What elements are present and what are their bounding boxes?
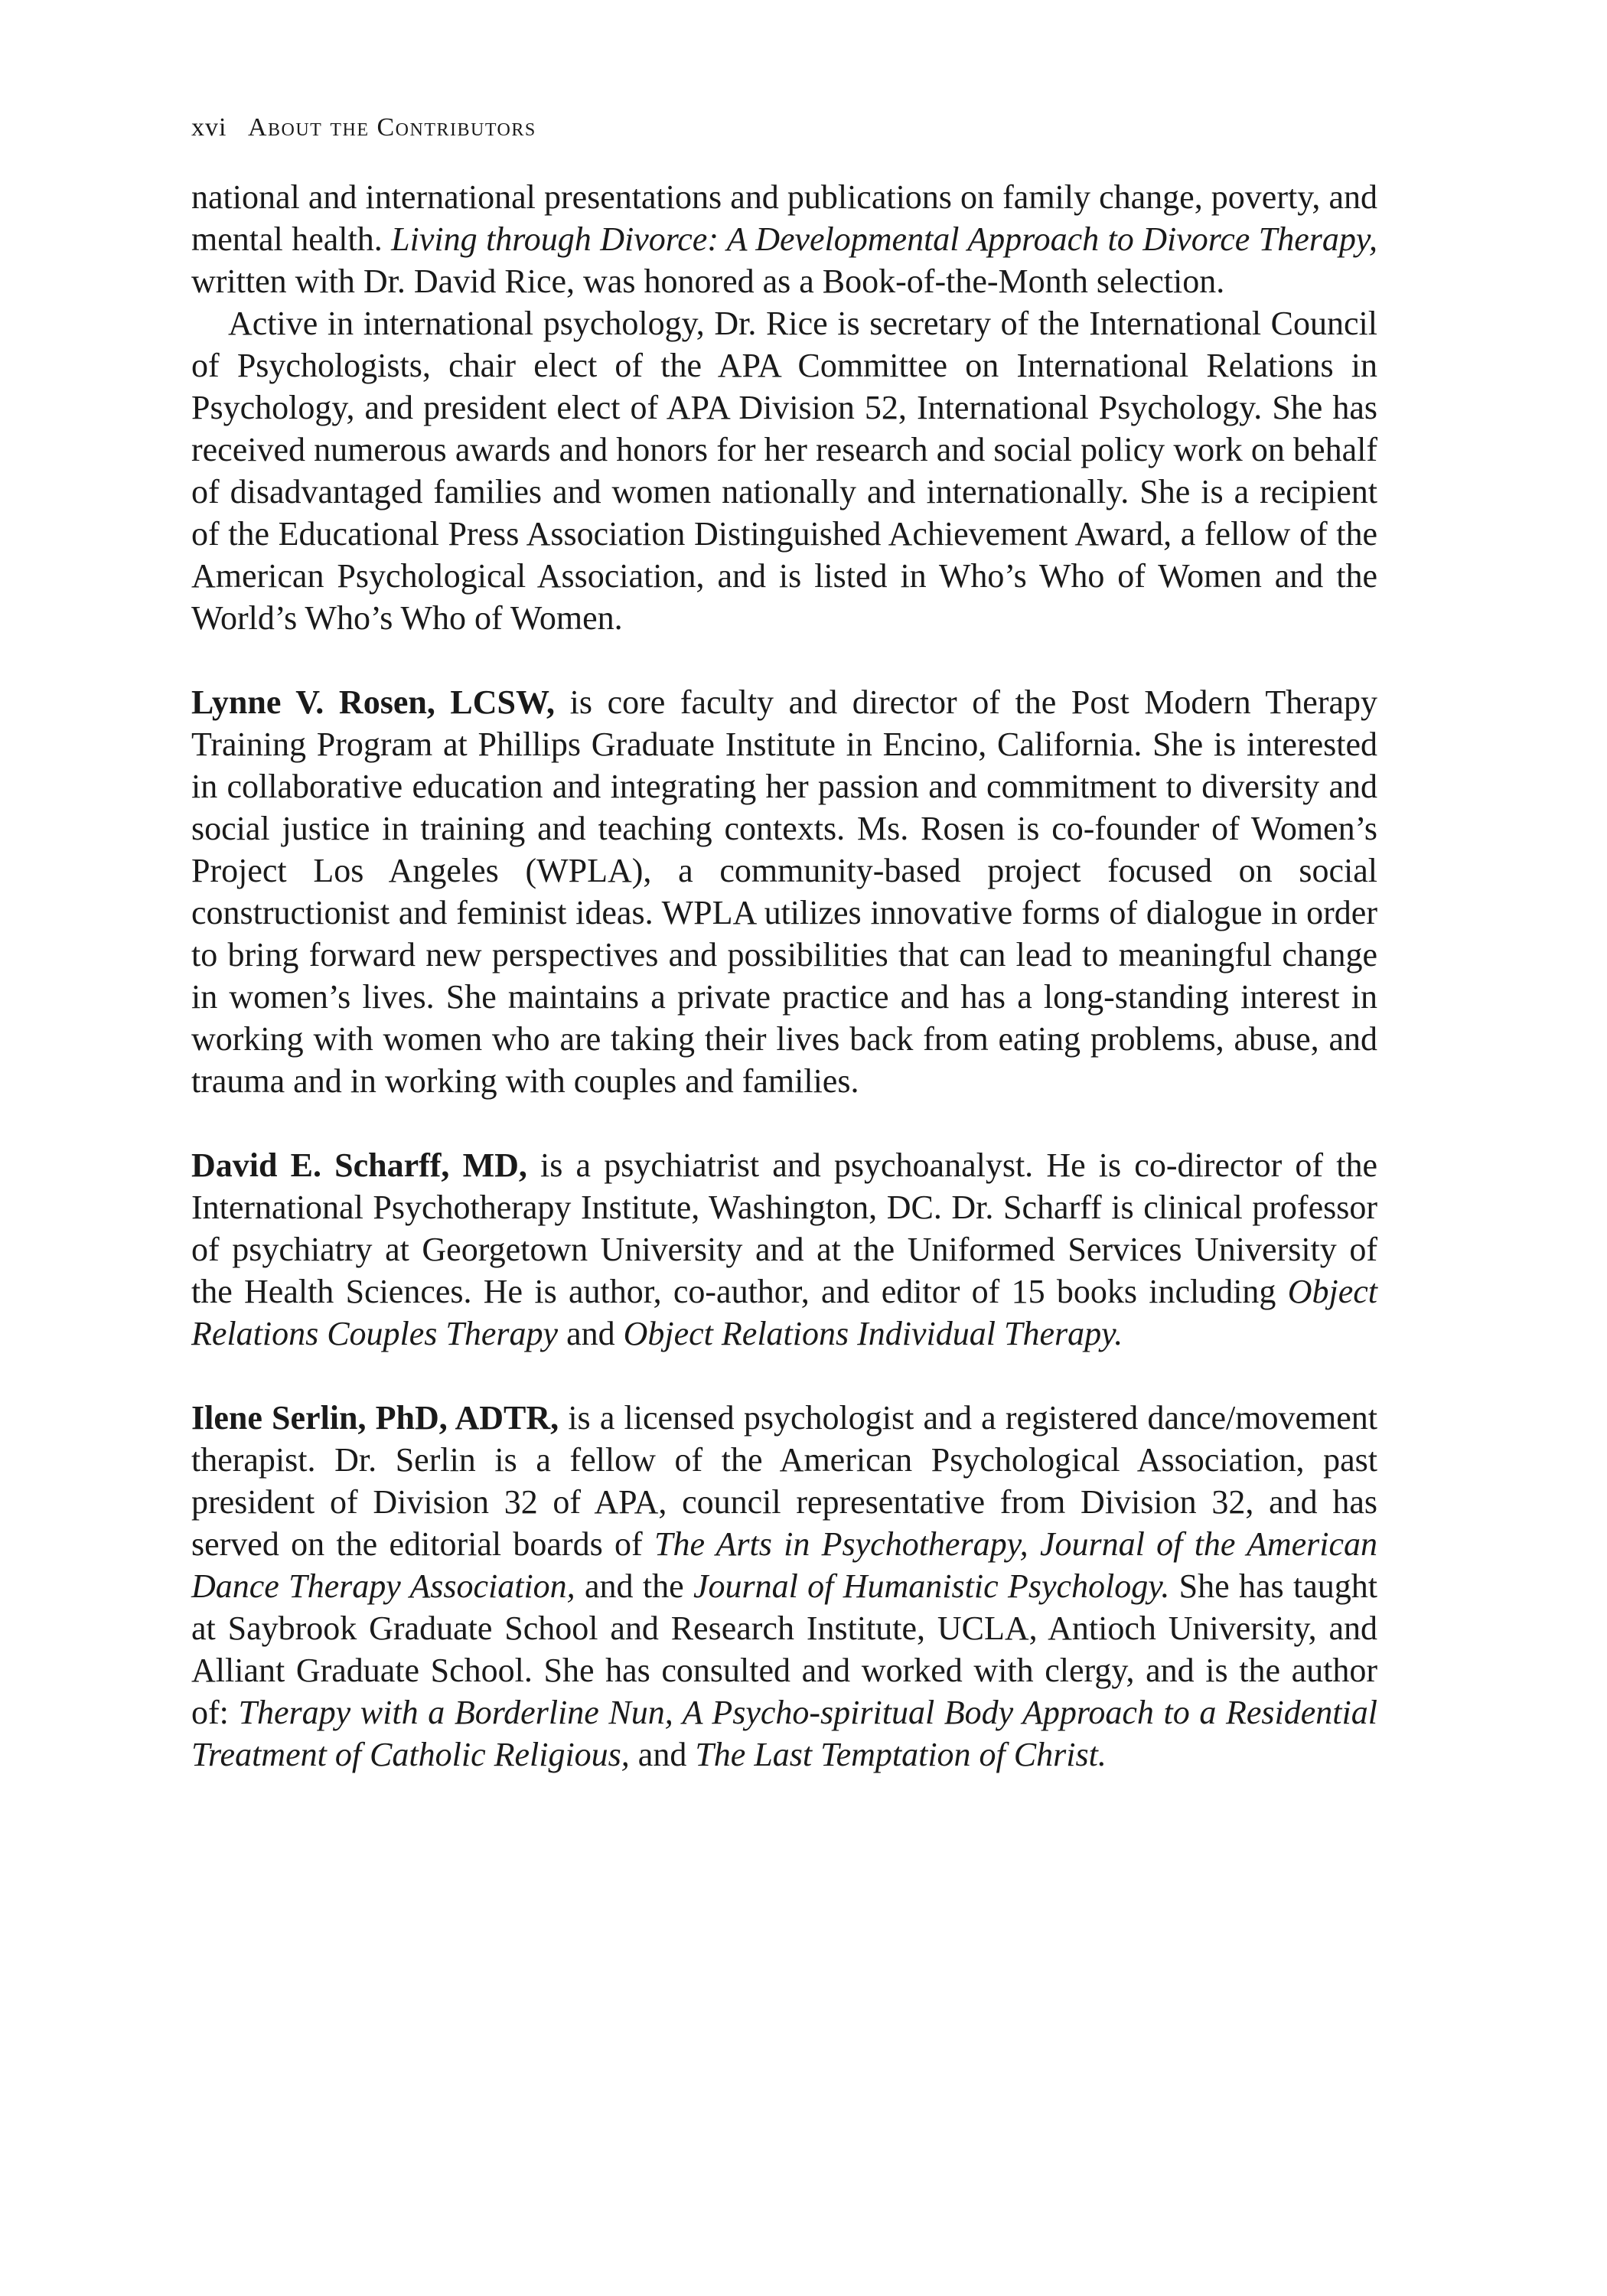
contributor-name: Ilene Serlin, PhD, ADTR, bbox=[191, 1399, 559, 1437]
text-run: national and international presentations and publications on family change, poverty, and mental health. bbox=[191, 178, 1377, 258]
contributor-entry-scharff bbox=[191, 1144, 1377, 1355]
book-page bbox=[191, 115, 1377, 1776]
text-run: and the bbox=[575, 1567, 693, 1605]
journal-titles: The Arts in Psychotherapy, Journal of the American Dance Therapy Association, bbox=[191, 1525, 1378, 1605]
rice-international-paragraph: Active in international psychology, Dr. Rice is secretary of the International Council of Psychologists, chair elect of the APA Committee on International Relations in Psychology, and president elect of APA Division 52, International Psychology. She has received numerous awards and honors for her research and social policy work on behalf of disadvantaged families and women nationally and internationally. She is a recipient of the Educational Press Association Distinguished Achievement Award, a fellow of the American Psychological Association, and is listed in Who’s Who of Women and the World’s Who’s Who of Women. bbox=[191, 305, 1377, 637]
contributor-name: David E. Scharff, MD, bbox=[191, 1146, 527, 1184]
rice-continuation-paragraph bbox=[191, 176, 1377, 302]
contributor-name: Lynne V. Rosen, LCSW, bbox=[191, 683, 555, 721]
journal-title: Journal of Humanistic Psychology. bbox=[693, 1567, 1170, 1605]
work-title: The Last Temptation of Christ. bbox=[695, 1736, 1107, 1773]
running-head-title: About the Contributors bbox=[247, 113, 536, 142]
book-title: Object Relations Individual Therapy. bbox=[623, 1315, 1123, 1352]
work-titles: Therapy with a Borderline Nun, A Psycho-spiritual Body Approach to a Residential Treatment of Catholic Religious, bbox=[191, 1694, 1377, 1773]
contributor-entry-serlin bbox=[191, 1397, 1377, 1776]
contributor-entry-rosen bbox=[191, 681, 1377, 1102]
text-run: and bbox=[629, 1736, 696, 1773]
running-head bbox=[191, 115, 1377, 141]
page-number: xvi bbox=[191, 113, 227, 142]
text-run: She has taught at Saybrook Graduate School and Research Institute, UCLA, Antioch University, and Alliant Graduate School. She has consulted and worked with clergy, and is the author of: bbox=[191, 1567, 1377, 1731]
book-title: Object Relations Couples Therapy bbox=[191, 1273, 1377, 1352]
contributor-bio: is a psychiatrist and psychoanalyst. He is co-director of the International Psychotherapy Institute, Washington, DC. Dr. Scharff is clinical professor of psychiatry at Georgetown University and at the Uniformed Services University of the Health Sciences. He is author, co-author, and editor of 15 books including bbox=[191, 1146, 1377, 1310]
contributor-bio: is core faculty and director of the Post Modern Therapy Training Program at Phillips Graduate Institute in Encino, California. She is interested in collaborative education and integrating her passion and commitment to diversity and social justice in training and teaching contexts. Ms. Rosen is co-founder of Women’s Project Los Angeles (WPLA), a community-based project focused on social constructionist and feminist ideas. WPLA utilizes innovative forms of dialogue in order to bring forward new perspectives and possibilities that can lead to meaningful change in women’s lives. She maintains a private practice and has a long-standing interest in working with women who are taking their lives back from eating problems, abuse, and trauma and in working with couples and families. bbox=[191, 683, 1378, 1100]
text-run: written with Dr. David Rice, was honored as a Book-of-the-Month selection. bbox=[191, 263, 1225, 300]
contributor-bio: is a licensed psychologist and a registered dance/movement therapist. Dr. Serlin is a fellow of the American Psychological Association, past president of Division 32 of APA, council representative from Division 32, and has served on the editorial boards of bbox=[191, 1399, 1377, 1563]
text-run: and bbox=[558, 1315, 624, 1352]
book-title: Living through Divorce: A Developmental Approach to Divorce Therapy, bbox=[391, 220, 1377, 258]
